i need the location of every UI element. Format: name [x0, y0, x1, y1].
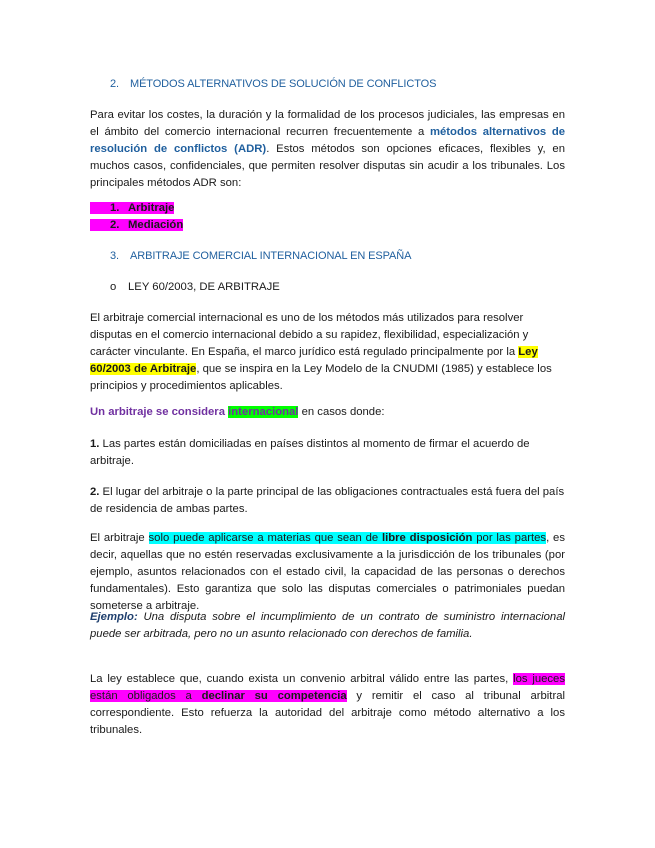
- adr-item-label: Arbitraje: [128, 202, 175, 214]
- section-2-title: MÉTODOS ALTERNATIVOS DE SOLUCIÓN DE CONFLICTOS: [130, 78, 437, 90]
- intro-paragraph: [90, 107, 565, 192]
- intro-adr-emphasis: métodos alternativos de resolución de conflictos (ADR): [90, 126, 566, 155]
- libre-highlight-b: por las partes: [472, 532, 547, 544]
- internacional-rest: en casos donde:: [298, 406, 385, 418]
- section-3-title: ARBITRAJE COMERCIAL INTERNACIONAL EN ESPAÑA: [130, 250, 412, 262]
- adr-list: [90, 200, 565, 234]
- case-number: 1.: [90, 438, 100, 450]
- libre-highlight-bold: libre disposición: [381, 532, 473, 544]
- intro-text-after: . Estos métodos son opciones eficaces, flexibles y, en muchos casos, confidenciales, que permiten resolver disputas sin acudir a los tribunales. Los principales métodos ADR son:: [90, 143, 565, 189]
- libre-text-after: , es decir, aquellas que no estén reservadas exclusivamente a la jurisdicción de los tribunales (por ejemplo, asuntos relacionados con el estado civil, la capacidad de las personas o derechos fundamentales). Esto garantiza que solo las disputas comerciales o patrimoniales puedan someterse a arbitraje.: [90, 532, 565, 612]
- case-text: El lugar del arbitraje o la parte principal de las obligaciones contractuales está fuera del país de residencia de ambas partes.: [90, 486, 565, 515]
- section-3-number: 3.: [110, 250, 119, 262]
- case-text: Las partes están domiciliadas en países distintos al momento de firmar el acuerdo de arbitraje.: [90, 438, 530, 467]
- case-2-paragraph: [90, 484, 565, 518]
- ejemplo-label: Ejemplo:: [90, 611, 138, 623]
- internacional-lead: [90, 404, 565, 421]
- section-3-heading: [90, 248, 565, 265]
- section-2-number: 2.: [110, 78, 119, 90]
- adr-item-label: Mediación: [128, 219, 184, 231]
- case-1-paragraph: [90, 436, 565, 470]
- jueces-text-after: y remitir el caso al tribunal arbitral correspondiente. Esto refuerza la autoridad del arbitraje como método alternativo a los tribunales.: [90, 690, 566, 736]
- section-2-heading: [90, 76, 565, 93]
- subsection-heading: [90, 279, 565, 296]
- list-item: [90, 217, 565, 234]
- subsection-title: LEY 60/2003, DE ARBITRAJE: [128, 281, 280, 293]
- jueces-paragraph: [90, 671, 565, 739]
- jueces-highlight-bold: declinar su competencia: [201, 690, 347, 702]
- jueces-text-before: La ley establece que, cuando exista un convenio arbitral válido entre las partes,: [90, 673, 514, 685]
- libre-highlight-a: solo puede aplicarse a materias que sean de: [148, 532, 382, 544]
- arbitraje-paragraph: [90, 310, 565, 395]
- intro-text-before: Para evitar los costes, la duración y la formalidad de los procesos judiciales, las empresas en el ámbito del comercio internacional recurren frecuentemente a: [90, 109, 565, 138]
- ejemplo-text: Una disputa sobre el incumplimiento de un contrato de suministro internacional puede ser arbitrada, pero no un asunto relacionado con derechos de familia.: [90, 611, 565, 640]
- ejemplo-paragraph: [90, 609, 565, 643]
- jueces-highlight-a: los jueces están obligados a: [90, 673, 565, 702]
- internacional-highlight: internacional: [228, 406, 299, 418]
- libre-disposicion-paragraph: [90, 530, 565, 615]
- ley-highlight: Ley 60/2003 de Arbitraje: [90, 346, 538, 375]
- arbitraje-text-before: El arbitraje comercial internacional es uno de los métodos más utilizados para resolver disputas en el comercio internacional debido a su rapidez, flexibilidad, especialización y carácter vinculante. En España, el marco jurídico está regulado principalmente por la: [90, 312, 529, 358]
- adr-item-number: 2.: [110, 219, 120, 231]
- subsection-bullet: o: [110, 281, 117, 293]
- internacional-lead-text: Un arbitraje se considera: [90, 406, 229, 418]
- list-item: [90, 200, 565, 217]
- libre-text-before: El arbitraje: [90, 532, 149, 544]
- case-number: 2.: [90, 486, 100, 498]
- adr-item-number: 1.: [110, 202, 120, 214]
- arbitraje-text-after: , que se inspira en la Ley Modelo de la CNUDMI (1985) y establece los principios y procedimientos aplicables.: [90, 363, 552, 392]
